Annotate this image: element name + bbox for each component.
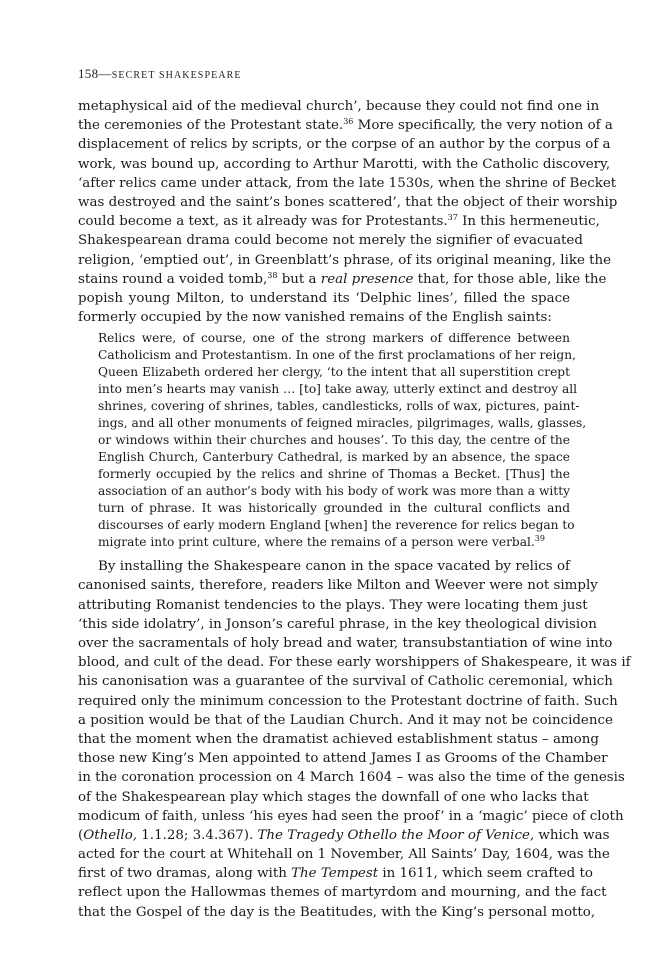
- line-text: shrines, covering of shrines, tables, candlesticks, rolls of wax, pictures, paint-: [98, 399, 580, 414]
- footnote-ref: 37: [447, 213, 458, 223]
- line-text: turn of phrase. It was historically grounded in the cultural conflicts and: [98, 501, 570, 516]
- text-line: [78, 788, 589, 807]
- line-text: Queen Elizabeth ordered her clergy, ‘to the intent that all superstition crept: [98, 365, 570, 380]
- page-number: 158: [78, 66, 99, 81]
- line-text: the ceremonies of the Protestant state.: [78, 118, 344, 134]
- text-line: [78, 289, 570, 308]
- line-text: first of two dramas, along with: [78, 866, 292, 882]
- line-text: which was: [534, 827, 610, 843]
- line-text: displacement of relics by scripts, or the corpse of an author by the corpus of a: [78, 137, 611, 153]
- text-line: [98, 381, 578, 398]
- line-text: canonised saints, therefore, readers like Milton and Weever were not simply: [78, 578, 598, 594]
- line-text: discourses of early modern England [when] the reverence for relics began to: [98, 518, 575, 533]
- line-text: ‘this side idolatry’, in Jonson’s careful phrase, in the key theological division: [78, 616, 597, 632]
- line-text: work, was bound up, according to Arthur Marotti, with the Catholic discovery,: [78, 156, 611, 172]
- italic-text: Othello,: [83, 827, 138, 843]
- text-line: [78, 864, 593, 883]
- line-text: in the coronation procession on 4 March 1604 – was also the time of the genesis: [78, 770, 625, 786]
- text-line: [98, 364, 570, 381]
- text-line: [98, 534, 570, 551]
- line-text: those new King’s Men appointed to attend James I as Grooms of the Chamber: [78, 751, 608, 767]
- text-line: [78, 768, 625, 787]
- line-text: ‘after relics came under attack, from the late 1530s, when the shrine of Becket: [78, 175, 617, 191]
- text-line: [78, 576, 598, 595]
- italic-text: The Tragedy Othello the Moor of Venice,: [257, 827, 535, 843]
- text-line: [78, 634, 613, 653]
- line-text: that the Gospel of the day is the Beatitudes, with the King’s personal motto,: [78, 904, 596, 920]
- text-line: [78, 97, 600, 116]
- line-text: modicum of faith, unless ‘his eyes had seen the proof’ in a ‘magic’ piece of cloth: [78, 808, 624, 824]
- text-line: [78, 749, 608, 768]
- line-text: blood, and cult of the dead. For these early worshippers of Shakespeare, it was if: [78, 655, 631, 671]
- text-line: [98, 500, 570, 517]
- footnote-ref: 36: [343, 117, 354, 127]
- line-text: Shakespearean drama could become not merely the signifier of evacuated: [78, 233, 583, 249]
- text-line: [98, 466, 570, 483]
- line-text: 1.1.28; 3.4.367).: [137, 827, 258, 843]
- line-text: but a: [277, 271, 321, 287]
- text-line: [78, 730, 599, 749]
- text-line: [78, 615, 597, 634]
- text-line: [78, 692, 618, 711]
- text-line: [78, 251, 612, 270]
- footnote-ref: 39: [534, 534, 545, 544]
- text-line: [78, 711, 613, 730]
- text-line: [78, 193, 618, 212]
- block-quotation: [98, 330, 587, 551]
- line-text: acted for the court at Whitehall on 1 November, All Saints’ Day, 1604, was the: [78, 847, 610, 863]
- text-line: [78, 653, 631, 672]
- text-line: [98, 483, 570, 500]
- running-head-separator: —: [98, 66, 112, 81]
- line-text: popish young Milton, to understand its ‘Delphic lines’, filled the space: [78, 290, 570, 306]
- text-line: [78, 270, 607, 289]
- line-text: could become a text, as it already was for Protestants.: [78, 214, 448, 230]
- line-text: that the moment when the dramatist achieved establishment status – among: [78, 731, 599, 747]
- line-text: Catholicism and Protestantism. In one of the first proclamations of her reign,: [98, 348, 576, 363]
- line-text: In this hermeneutic,: [457, 214, 600, 230]
- text-line: [78, 845, 610, 864]
- line-text: required only the minimum concession to the Protestant doctrine of faith. Such: [78, 693, 618, 709]
- line-text: of the Shakespearean play which stages the downfall of one who lacks that: [78, 789, 589, 805]
- text-line: [78, 903, 596, 922]
- text-line: [98, 517, 575, 534]
- text-line: [78, 557, 570, 576]
- line-text: that, for those able, like the: [413, 271, 607, 287]
- line-text: his canonisation was a guarantee of the survival of Catholic ceremonial, which: [78, 674, 613, 690]
- paragraph-2: [78, 557, 631, 922]
- text-line: [78, 308, 570, 327]
- running-head: [78, 66, 242, 82]
- line-text: English Church, Canterbury Cathedral, is marked by an absence, the space: [98, 450, 570, 465]
- text-line: [78, 155, 611, 174]
- text-line: [98, 347, 576, 364]
- line-text: metaphysical aid of the medieval church’, because they could not find one in: [78, 99, 600, 114]
- text-line: [78, 807, 624, 826]
- text-line: [78, 826, 610, 845]
- line-text: By installing the Shakespeare canon in the space vacated by relics of: [98, 559, 570, 575]
- italic-text: real presence: [320, 271, 414, 287]
- text-line: [98, 432, 570, 449]
- line-text: stains round a voided tomb,: [78, 271, 268, 287]
- text-line: [78, 135, 611, 154]
- line-text: over the sacramentals of holy bread and water, transubstantiation of wine into: [78, 636, 613, 651]
- line-text: migrate into print culture, where the remains of a person were verbal.: [98, 535, 535, 550]
- text-line: [78, 672, 613, 691]
- footnote-ref: 38: [267, 270, 278, 280]
- line-text: Relics were, of course, one of the strong markers of difference between: [98, 331, 570, 346]
- line-text: ings, and all other monuments of feigned miracles, pilgrimages, walls, glasses,: [98, 416, 587, 431]
- line-text: attributing Romanist tendencies to the plays. They were locating them just: [78, 597, 588, 613]
- line-text: was destroyed and the saint’s bones scattered’, that the object of their worship: [78, 194, 618, 210]
- text-line: [78, 596, 588, 615]
- text-line: [98, 415, 587, 432]
- text-line: [78, 174, 617, 193]
- line-text: in 1611, which seem crafted to: [378, 866, 593, 882]
- line-text: association of an author’s body with his body of work was more than a witty: [98, 484, 570, 499]
- line-text: (: [78, 827, 84, 843]
- text-line: [98, 398, 580, 415]
- line-text: reflect upon the Hallowmas themes of martyrdom and mourning, and the fact: [78, 885, 607, 901]
- line-text: religion, ‘emptied out’, in Greenblatt’s phrase, of its original meaning, like the: [78, 252, 612, 268]
- paragraph-1: [78, 97, 618, 327]
- line-text: formerly occupied by the relics and shrine of Thomas a Becket. [Thus] the: [98, 467, 570, 482]
- line-text: More specifically, the very notion of a: [353, 118, 613, 134]
- line-text: a position would be that of the Laudian Church. And it may not be coincidence: [78, 712, 613, 728]
- text-line: [98, 449, 570, 466]
- text-line: [78, 116, 613, 135]
- body-text: [78, 97, 631, 922]
- text-line: [78, 231, 583, 250]
- text-line: [78, 883, 607, 902]
- line-text: or windows within their churches and houses’. To this day, the centre of the: [98, 433, 570, 448]
- text-line: [78, 212, 600, 231]
- line-text: formerly occupied by the now vanished remains of the English saints:: [78, 310, 552, 326]
- text-line: [98, 330, 570, 347]
- running-head-title: SECRET SHAKESPEARE: [111, 70, 242, 81]
- italic-text: The Tempest: [291, 866, 379, 882]
- line-text: into men’s hearts may vanish … [to] take away, utterly extinct and destroy all: [98, 382, 578, 397]
